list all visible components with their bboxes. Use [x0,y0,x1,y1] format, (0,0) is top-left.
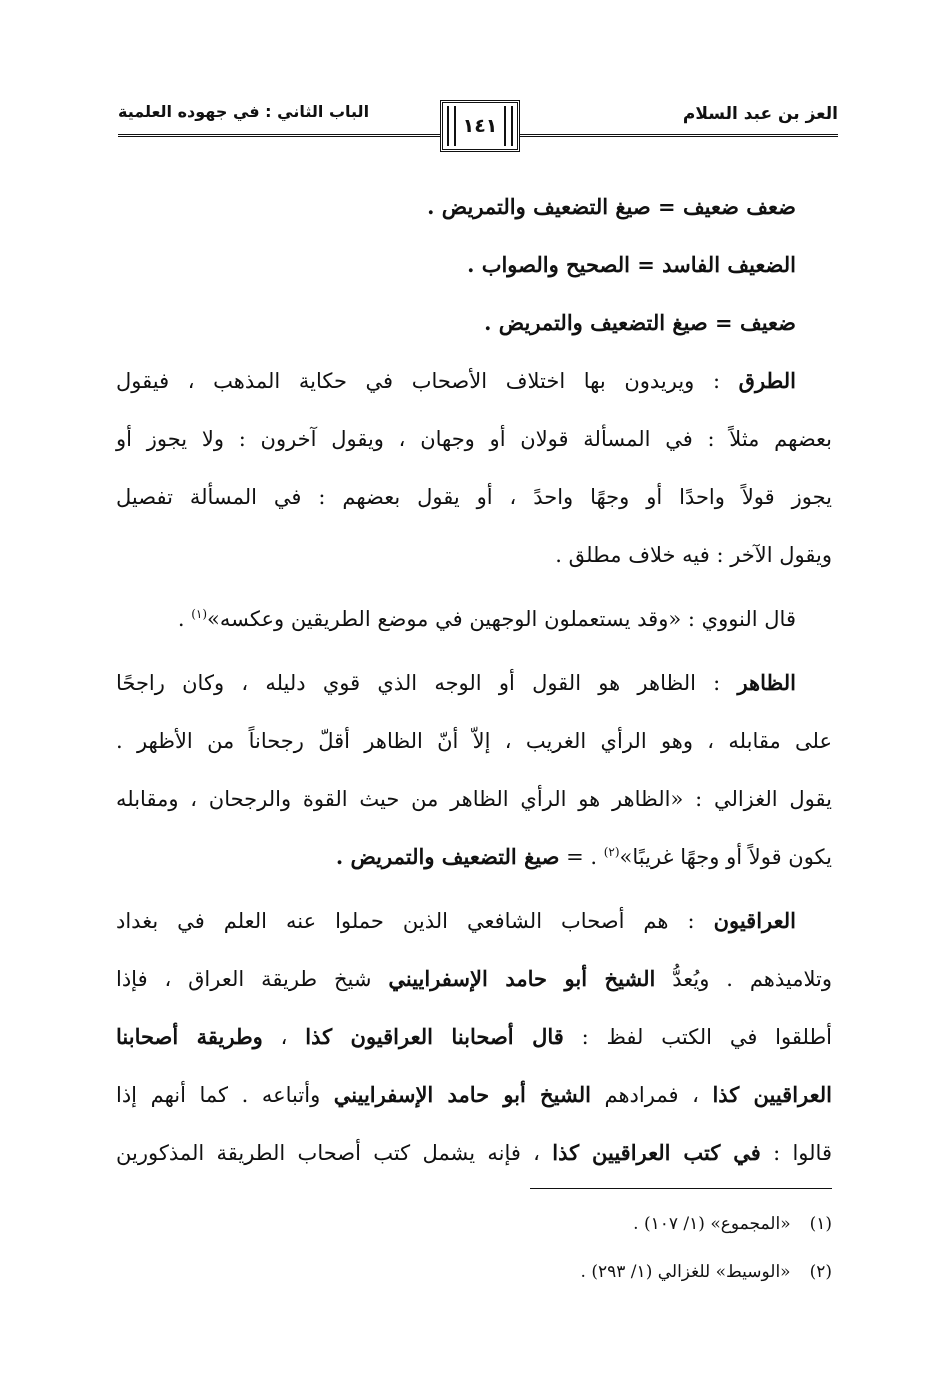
text-line: الضعيف الفاسد = الصحيح والصواب . [467,252,796,277]
text-span: وأتباعه . كما أنهم إذا [116,1083,334,1107]
footnote-text: «المجموع» (١/ ١٠٧) . [633,1214,791,1234]
text-line [116,950,832,1008]
text-line [116,1066,832,1124]
text-span: ، فمرادهم [590,1083,713,1107]
text-line: ويقول الآخر : فيه خلاف مطلق . [555,543,832,567]
text-line [116,352,832,410]
page-number: ١٤١ [462,115,498,137]
footnote-divider [530,1188,832,1189]
text-span: : هم أصحاب الشافعي الذين حملوا عنه العلم في بغداد [116,909,695,933]
chapter-title: الباب الثاني : في جهوده العلمية [118,102,370,121]
book-title: العز بن عبد السلام [682,104,838,124]
text-span: قال النووي : «وقد يستعملون الوجهين في موضع الطريقين وعكسه» [207,607,796,631]
text-line: بعضهم مثلاً : في المسألة قولان أو وجهان ، ويقول آخرون : ولا يجوز أو [116,427,832,451]
text-span: ، فإنه يشمل كتب أصحاب الطريقة المذكورين [116,1141,553,1165]
text-line: ضعيف = صيغ التضعيف والتمريض . [484,310,796,335]
text-line [116,828,832,886]
text-span: الشيخ أبو حامد الإسفراييني [388,966,656,991]
text-span: قال أصحابنا العراقيون كذا [305,1024,564,1049]
header-rule-left [118,134,440,137]
text-span: وطريقة أصحابنا [116,1024,263,1049]
text-span: في كتب العراقيين كذا [552,1140,761,1165]
term-label: الظاهر [737,670,796,695]
text-span: : الظاهر هو القول أو الوجه الذي قوي دليله ، وكان راجحًا [116,671,721,695]
text-line [116,590,832,648]
header-rule-right [520,134,838,137]
page-body [116,178,832,1182]
text-span: يكون قولاً أو وجهًا غريبًا» [619,845,832,869]
text-line: ضعف ضعيف = صيغ التضعيف والتمريض . [427,194,796,219]
text-span: شيخ طريقة العراق ، فإذا [116,967,389,991]
text-span: . [177,607,192,631]
text-span: الشيخ أبو حامد الإسفراييني [333,1082,591,1107]
text-line: يقول الغزالي : «الظاهر هو الرأي الظاهر من حيث القوة والرجحان ، ومقابله [116,787,832,811]
term-label: الطرق [738,368,796,393]
text-span: أطلقوا في الكتب لفظ : [563,1025,832,1049]
text-line [116,892,832,950]
text-line: على مقابله ، وهو الرأي الغريب ، إلاّ أنّ الظاهر أقلّ رجحاناً من الأظهر . [116,729,832,753]
text-span: قالوا : [760,1141,832,1165]
text-line [116,1124,832,1182]
footnote [116,1206,832,1242]
text-span: ، [262,1025,306,1049]
term-label: العراقيون [713,908,796,933]
text-span: العراقيين كذا [712,1082,832,1107]
text-line [116,654,832,712]
footnote-number: (٢) [809,1262,832,1282]
footnote [116,1254,832,1290]
text-span: . = [559,845,604,869]
text-line [116,1008,832,1066]
footnote-ref: (١) [191,607,208,621]
text-span: وتلاميذهم . ويُعدُّ [655,967,833,991]
text-span: : ويريدون بها اختلاف الأصحاب في حكاية المذهب ، فيقول [116,369,721,393]
text-line: يجوز قولاً واحدًا أو وجهًا واحدً ، أو يقول بعضهم : في المسألة تفصيل [116,485,832,509]
footnote-ref: (٢) [603,845,620,859]
running-header [118,96,838,156]
footnote-number: (١) [809,1214,832,1234]
text-span: صيغ التضعيف والتمريض . [335,844,560,869]
footnote-text: «الوسيط» للغزالي (١/ ٢٩٣) . [580,1262,791,1282]
page-number-frame [440,100,520,152]
